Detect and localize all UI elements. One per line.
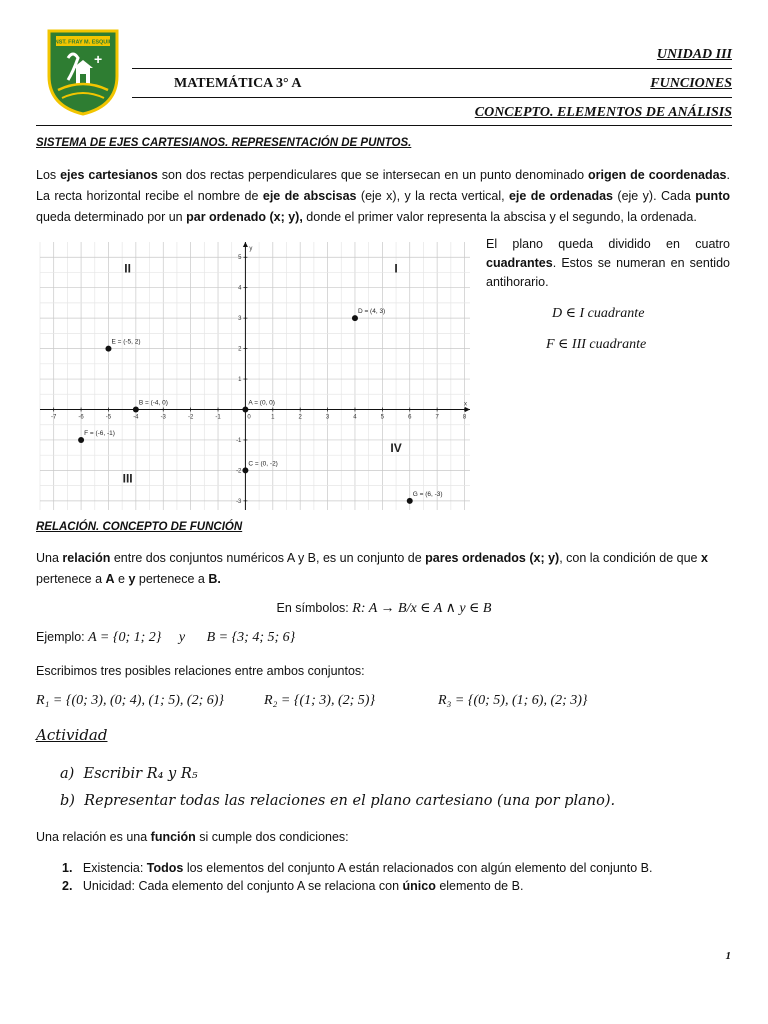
point-label-b: B = (-4, 0) [138, 399, 168, 407]
activity-item-b: b) Representar todas las relaciones en el plano cartesiano (una por plano). [60, 793, 616, 809]
course-title: MATEMÁTICA 3° A [174, 76, 302, 91]
x-tick-label: -3 [160, 414, 166, 421]
y-tick-label: 2 [238, 346, 242, 353]
relation-symbols: En símbolos: R: A → B/x ∈ A ∧ y ∈ B [276, 601, 492, 616]
cartesian-plane-chart [36, 238, 476, 514]
x-tick-label: 3 [325, 414, 330, 421]
quadrant-label: II [124, 261, 131, 276]
point-label-a: A = (0, 0) [248, 399, 275, 407]
point-a [242, 407, 248, 413]
quadrants-paragraph: El plano queda dividido en cuatro cuadrantes. Estos se numeran en sentido antihorario. [486, 237, 730, 289]
x-tick-label: 1 [271, 414, 275, 421]
origin-tick-label: 0 [247, 414, 251, 421]
condition-existence: 1. Existencia: Todos los elementos del conjunto A están relacionados con algún elemento del conjunto B. [62, 861, 653, 875]
y-tick-label: 5 [238, 255, 242, 262]
point-label-g: G = (6, -3) [412, 490, 443, 498]
cartesian-paragraph: Los ejes cartesianos son dos rectas perpendiculares que se intersecan en un punto denominado origen de coordenadas. La recta horizontal recibe el nombre de eje de abscisas (eje x), y la recta vertical, eje de ordenadas (eje y). Cada punto queda determinado por un par ordenado (x; y), donde el primer valor representa la abscisa y el segundo, la ordenada. [36, 168, 730, 224]
x-tick-label: 5 [380, 414, 385, 421]
header-rule-1 [132, 68, 732, 69]
point-g [407, 498, 413, 504]
y-tick-label: -2 [236, 468, 242, 475]
x-axis-arrow [465, 407, 470, 412]
point-label-e: E = (-5, 2) [111, 338, 141, 346]
y-tick-label: -3 [236, 498, 242, 505]
x-tick-label: -7 [51, 414, 57, 421]
x-axis-label: x [464, 401, 467, 408]
point-f [78, 437, 84, 443]
three-relations-intro: Escribimos tres posibles relaciones entre ambos conjuntos: [36, 664, 365, 678]
y-tick-label: -1 [236, 437, 242, 444]
y-axis-arrow [243, 242, 248, 247]
school-shield-logo [46, 28, 120, 116]
point-b [133, 407, 139, 413]
x-tick-label: -2 [187, 414, 194, 421]
point-d [352, 315, 358, 321]
quadrant-label: III [122, 471, 133, 486]
x-tick-label: 8 [462, 414, 467, 421]
x-tick-label: -4 [133, 414, 139, 421]
y-tick-label: 1 [238, 377, 242, 384]
relation-r1: R₁ = {(0; 3), (0; 4), (1; 5), (2; 6)} [36, 693, 225, 708]
point-c [242, 467, 248, 473]
point-label-d: D = (4, 3) [357, 308, 386, 316]
example-point-d: D ∈ I cuadrante [552, 306, 645, 321]
subtopic-title: CONCEPTO. ELEMENTOS DE ANÁLISIS [474, 105, 732, 120]
relation-r3: R₃ = {(0; 5), (1; 6), (2; 3)} [438, 693, 588, 708]
unit-title: UNIDAD III [656, 47, 732, 62]
x-tick-label: -6 [78, 414, 84, 421]
x-tick-label: 4 [353, 414, 357, 421]
x-tick-label: -5 [105, 414, 112, 421]
page-number: 1 [725, 950, 731, 962]
svg-text:INST. FRAY M. ESQUIU: INST. FRAY M. ESQUIU [53, 39, 113, 46]
svg-text:+: + [94, 51, 103, 67]
function-intro: Una relación es una función si cumple dos condiciones: [36, 830, 349, 844]
header-rule-3 [36, 125, 732, 126]
y-tick-label: 4 [238, 285, 242, 292]
x-tick-label: 2 [298, 414, 302, 421]
y-tick-label: 3 [238, 316, 242, 323]
relation-paragraph: Una relación entre dos conjuntos numéricos A y B, es un conjunto de pares ordenados (x; y), con la condición de que x pertenece a A e y pertenece a B. [36, 551, 708, 586]
condition-uniqueness: 2. Unicidad: Cada elemento del conjunto A se relaciona con único elemento de B. [62, 879, 524, 893]
quadrant-label: IV [390, 441, 402, 456]
point-label-f: F = (-6, -1) [84, 429, 115, 437]
point-label-c: C = (0, -2) [248, 460, 278, 468]
x-tick-label: 6 [408, 414, 412, 421]
x-tick-label: -1 [215, 414, 221, 421]
section-title-relation: RELACIÓN. CONCEPTO DE FUNCIÓN [36, 521, 243, 533]
header-rule-2 [132, 97, 732, 98]
section-title-cartesian: SISTEMA DE EJES CARTESIANOS. REPRESENTACIÓN DE PUNTOS. [36, 137, 412, 149]
y-axis-label: y [249, 246, 253, 252]
example-point-f: F ∈ III cuadrante [546, 337, 647, 352]
relation-r2: R₂ = {(1; 3), (2; 5)} [264, 693, 376, 708]
relation-example: Ejemplo: A = {0; 1; 2} y B = {3; 4; 5; 6} [36, 630, 296, 645]
quadrant-label: I [394, 261, 398, 276]
cartesian-plane-svg [36, 238, 476, 514]
activity-item-a: a) Escribir R₄ y R₅ [60, 766, 198, 782]
topic-title: FUNCIONES [650, 76, 732, 91]
point-e [105, 346, 111, 352]
activity-title: Actividad [36, 726, 108, 744]
x-tick-label: 7 [435, 414, 439, 421]
